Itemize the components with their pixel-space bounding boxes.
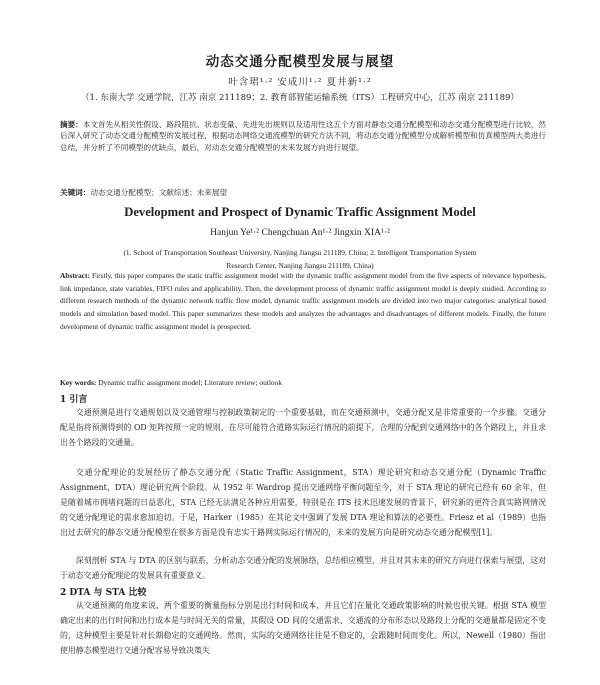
english-authors: Hanjun Ye¹·² Chengchuan An¹·² Jingxin XIA¹·² <box>210 228 390 238</box>
english-keywords-text: Dynamic traffic assignment model; Literature review; outlook <box>98 378 282 387</box>
english-abstract-label: Abstract: <box>60 271 90 280</box>
chinese-abstract <box>60 119 546 153</box>
intro-paragraph-3: 深刻剖析 STA 与 DTA 的区别与联系，分析动态交通分配的发展脉络，总结相应模型，并且对其未来的研究方向进行探索与展望，这对于动态交通分配理论的发展具有重要意义。 <box>60 556 546 580</box>
section-heading-intro: 1 引言 <box>60 395 88 405</box>
english-keywords-label: Key words: <box>60 378 97 387</box>
section-heading-dta-sta: 2 DTA 与 STA 比较 <box>60 588 147 598</box>
chinese-keywords-label: 关键词： <box>60 188 91 197</box>
english-abstract <box>60 270 546 334</box>
chinese-title: 动态交通分配模型发展与展望 <box>205 54 395 70</box>
english-keywords <box>60 378 546 387</box>
english-title: Development and Prospect of Dynamic Traffic Assignment Model <box>124 205 476 219</box>
english-abstract-text: Firstly, this paper compares the static traffic assignment model with the dynamic traffic assignment model from the five aspects of relevance hypothesis, link impedance, state variables, FIFO rules and applicability. Then, the development process of dynamic traffic assignment model is deeply studied. According to different research methods of the dynamic network traffic flow model, dynamic traffic assignment models are divided into two major categories: analytical based models and simulation based model. This paper summarizes these models and analyzes the advantages and disadvantages of different models. Finally, the future development of dynamic traffic assignment model is prospected. <box>60 271 546 331</box>
intro-paragraph-2: 交通分配理论的发展经历了静态交通分配（Static Traffic Assignment，STA）理论研究和动态交通分配（Dynamic Traffic Assignment，DTA）理论研究两个阶段。从 1952 年 Wardrop 提出交通网络平衡问题至今，对于 STA 理论的研究已经有 60 余年，但是随着城市拥堵问题的日益恶化，STA 已经无法满足各种应用需要，特别是在 ITS 技术迅速发展的背景下，研究新的更符合真实路网情况的交通分配理论的需求愈加迫切。于是，Harker（1985）在其论文中强调了发展 DTA 理论和算法的必要性。Friesz et al（1989）也指出过去研究的静态交通分配模型在很多方面是没有忠实于路网实际运行情况的，未来的发展方向是研究动态交通分配模型[1]。 <box>60 468 546 537</box>
chinese-abstract-text: 本文首先从相关性假设、路段阻抗、状态变量、先进先出规则以及适用性这五个方面对静态交通分配模型和动态交通分配模型进行比较，然后深入研究了动态交通分配模型的发展过程，根据动态网络交通流模型的研究方法不同，将动态交通分配模型分成解析模型和仿真模型两大类进行总结，并分析了不同模型的优缺点，最后，对动态交通分配模型的未来发展方向进行展望。 <box>60 120 546 152</box>
section2-paragraph-1: 从交通预测的角度来说，两个重要的衡量指标分别是出行时间和成本，并且它们在量化交通政策影响的时候也很关键。根据 STA 模型确定出来的出行时间和出行成本是与时间无关的常量，其假设 OD 间的交通需求、交通流的分布形态以及路段上分配的交通量都是固定不变的，这种模型主要是针对长期稳定的交通网络。然而，实际的交通网络往往是不稳定的，会跟随时间而变化。所以，Newell（1980）指出使用静态模型进行交通分配容易导致决策失 <box>60 601 546 655</box>
intro-paragraph-1: 交通预测是进行交通规划以及交通管理与控制政策制定的一个重要基础，而在交通预测中，交通分配又是非常重要的一个步骤。交通分配是指将预测得到的 OD 矩阵按照一定的规则，在尽可能符合道路实际运行情况的前提下，合理的分配到交通网络中的各个路段上，并且求出各个路段的交通量。 <box>60 408 546 447</box>
chinese-authors: 叶含珺¹·² 安成川¹·² 夏井新¹·² <box>228 77 372 88</box>
chinese-keywords-text: 动态交通分配模型；文献综述；未来展望 <box>90 188 228 197</box>
chinese-abstract-label: 摘要： <box>60 120 83 129</box>
chinese-affiliation: （1. 东南大学 交通学院，江苏 南京 211189；2. 教育部智能运输系统（ITS）工程研究中心，江苏 南京 211189） <box>81 93 519 103</box>
english-affiliation: (1. School of Transportation Southeast University, Nanjing Jiangsu 211189, China; 2. Intelligent Transportation System Research Center, Nanjing Jiangsu 211189, China) <box>123 248 477 270</box>
chinese-keywords <box>60 187 546 198</box>
